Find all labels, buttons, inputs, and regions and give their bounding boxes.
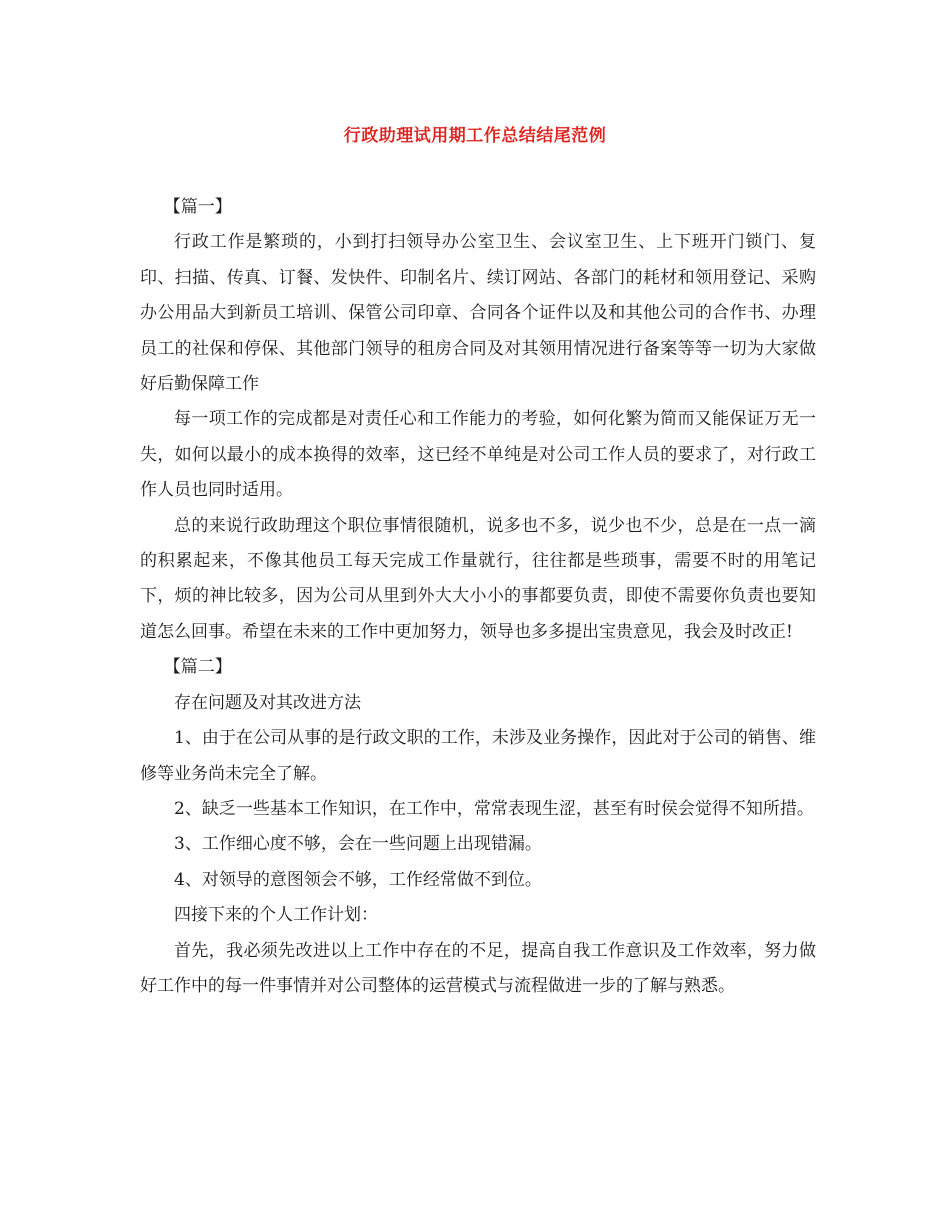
document-body xyxy=(140,190,816,1004)
paragraph: 首先，我必须先改进以上工作中存在的不足，提高自我工作意识及工作效率，努力做好工作中的每一件事情并对公司整体的运营模式与流程做进一步的了解与熟悉。 xyxy=(140,940,816,996)
list-item: 4、对领导的意图领会不够，工作经常做不到位。 xyxy=(174,869,542,890)
section-heading-1: 【篇一】 xyxy=(163,197,232,217)
list-item: 1、由于在公司从事的是行政文职的工作，未涉及业务操作，因此对于公司的销售、维修等业务尚未完全了解。 xyxy=(140,728,816,784)
paragraph: 每一项工作的完成都是对责任心和工作能力的考验，如何化繁为简而又能保证万无一失，如何以最小的成本换得的效率，这已经不单纯是对公司工作人员的要求了，对行政工作人员也同时适用。 xyxy=(140,409,816,501)
paragraph: 存在问题及对其改进方法 xyxy=(174,692,361,713)
document-title: 行政助理试用期工作总结结尾范例 xyxy=(343,126,607,146)
list-item: 2、缺乏一些基本工作知识，在工作中，常常表现生涩，甚至有时侯会觉得不知所措。 xyxy=(174,798,814,819)
paragraph: 行政工作是繁琐的，小到打扫领导办公室卫生、会议室卫生、上下班开门锁门、复印、扫描、传真、订餐、发快件、印制名片、续订网站、各部门的耗材和领用登记、采购办公用品大到新员工培训、保管公司印章、合同各个证件以及和其他公司的合作书、办理员工的社保和停保、其他部门领导的租房合同及对其领用情况进行备案等等一切为大家做好后勤保障工作 xyxy=(140,232,816,395)
paragraph: 四接下来的个人工作计划： xyxy=(174,905,378,926)
list-item: 3、工作细心度不够，会在一些问题上出现错漏。 xyxy=(174,834,542,855)
paragraph: 总的来说行政助理这个职位事情很随机，说多也不多，说少也不少，总是在一点一滴的积累起来，不像其他员工每天完成工作量就行，往往都是些琐事，需要不时的用笔记下，烦的神比较多，因为公司从里到外大大小小的事都要负责，即使不需要你负责也要知道怎么回事。希望在未来的工作中更加努力，领导也多多提出宝贵意见，我会及时改正! xyxy=(140,515,816,642)
section-heading-2: 【篇二】 xyxy=(163,657,232,678)
